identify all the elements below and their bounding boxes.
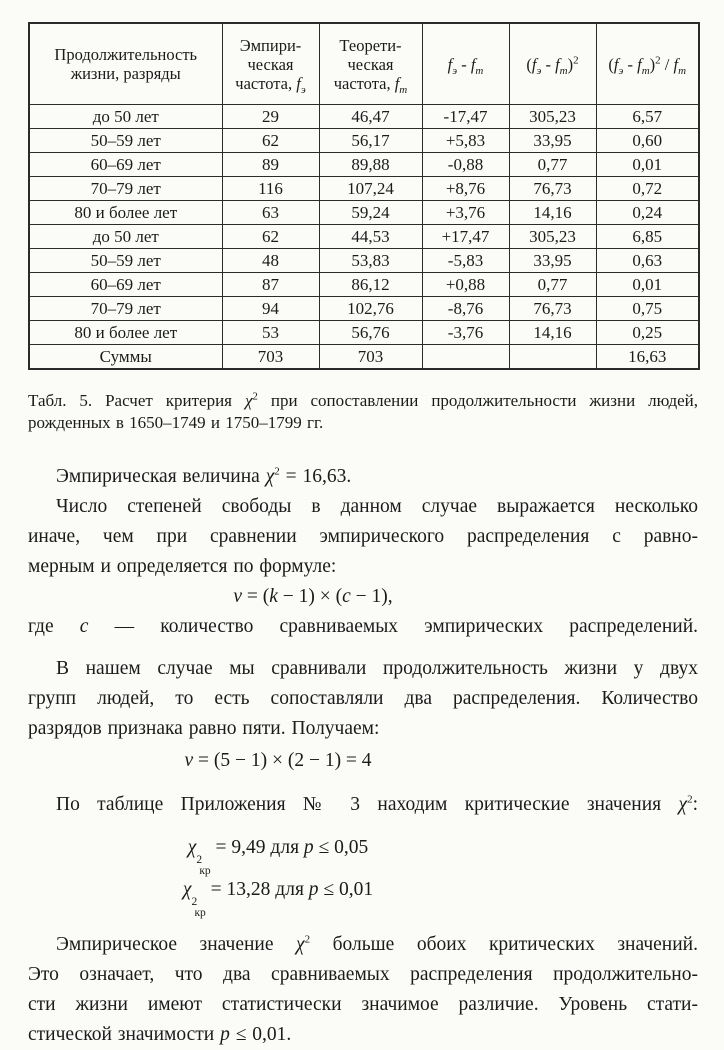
text-line: ческая — [247, 54, 294, 74]
text-line: частота, $f_т$ — [333, 73, 408, 96]
text-line: Табл. 5. Расчет критерия $\chi^2$ при сопоставлении продолжительности жизни людей, — [28, 390, 698, 410]
table-cell: 0,24 — [596, 201, 699, 225]
table-cell: 0,25 — [596, 321, 699, 345]
text-line: Это означает, что два сравниваемых распределения продолжительно- — [28, 964, 698, 985]
table-cell: 0,01 — [596, 153, 699, 177]
table-cell: 0,63 — [596, 249, 699, 273]
table-caption — [28, 390, 698, 434]
table-cell: 63 — [222, 201, 319, 225]
table-cell: 102,76 — [319, 297, 422, 321]
text-line: рожденных в 1650–1749 и 1750–1799 гг. — [28, 413, 324, 432]
table-cell: 44,53 — [319, 225, 422, 249]
table-cell: 70–79 лет — [29, 177, 222, 201]
text-line: ческая — [347, 54, 394, 74]
table-cell: 305,23 — [509, 225, 596, 249]
body-text — [28, 462, 698, 1050]
table-cell: 16,63 — [596, 345, 699, 370]
table-cell: +3,76 — [422, 201, 509, 225]
table-cell: Суммы — [29, 345, 222, 370]
table-cell: 0,75 — [596, 297, 699, 321]
text-line: где c — количество сравниваемых эмпирических распределений. — [28, 616, 699, 637]
critical-value-005: χ 2 кр = 9,49 для p ≤ 0,05 — [187, 837, 369, 877]
text-line: Продолжительность — [54, 45, 198, 64]
table-cell: 62 — [222, 225, 319, 249]
table-row — [29, 201, 699, 225]
table-cell: 86,12 — [319, 273, 422, 297]
header-cell-lifespan — [29, 23, 222, 105]
text-line: групп людей, то есть сопоставляли два распределения. Количество — [28, 688, 698, 709]
paragraph-empirical-value — [28, 462, 698, 492]
table-cell: 0,77 — [509, 153, 596, 177]
table-cell: 703 — [222, 345, 319, 370]
paragraph-conclusion — [28, 930, 698, 1050]
table-cell: -3,76 — [422, 321, 509, 345]
table-cell: 305,23 — [509, 105, 596, 129]
table-cell: 70–79 лет — [29, 297, 222, 321]
text-line: разрядов признака равно пяти. Получаем: — [28, 718, 380, 739]
table-cell: +0,88 — [422, 273, 509, 297]
table-cell: -8,76 — [422, 297, 509, 321]
table-cell — [422, 345, 509, 370]
text-line: сти жизни имеют статистически значимое различие. Уровень стати- — [28, 994, 698, 1015]
table-cell: -0,88 — [422, 153, 509, 177]
header-cell-difference: $f_э - f_т$ — [422, 23, 509, 105]
header-cell-difference-squared: $(f_э - f_т)^2$ — [509, 23, 596, 105]
table-cell: 80 и более лет — [29, 201, 222, 225]
text-line: иначе, чем при сравнении эмпирического распределения с равно- — [28, 526, 698, 547]
table-row — [29, 225, 699, 249]
table-cell: 29 — [222, 105, 319, 129]
table-cell: 89,88 — [319, 153, 422, 177]
table-cell: 56,76 — [319, 321, 422, 345]
paragraph-degrees-of-freedom — [28, 492, 698, 582]
table-cell: 0,01 — [596, 273, 699, 297]
table-cell: 6,85 — [596, 225, 699, 249]
table-cell: -17,47 — [422, 105, 509, 129]
table-body — [29, 105, 699, 370]
table-row — [29, 297, 699, 321]
table-cell: 33,95 — [509, 249, 596, 273]
formula-nu-value: ν = (5 − 1) × (2 − 1) = 4 — [184, 750, 372, 771]
table-cell: 89 — [222, 153, 319, 177]
table-cell: 48 — [222, 249, 319, 273]
text-line: Эмпири- — [239, 35, 302, 55]
table-cell: 60–69 лет — [29, 273, 222, 297]
critical-value-001: χ 2 кр = 13,28 для p ≤ 0,01 — [182, 879, 374, 919]
table-cell: -5,83 — [422, 249, 509, 273]
text-line: Число степеней свободы в данном случае выражается несколько — [56, 496, 698, 517]
table-row — [29, 129, 699, 153]
table-cell: 0,72 — [596, 177, 699, 201]
text-line: Теорети- — [339, 35, 402, 55]
critical-values-block — [28, 834, 528, 918]
header-cell-theoretical-frequency — [319, 23, 422, 105]
table-cell: 50–59 лет — [29, 249, 222, 273]
table-cell: 94 — [222, 297, 319, 321]
table-cell: 14,16 — [509, 321, 596, 345]
table-cell: +5,83 — [422, 129, 509, 153]
text-line: частота, $f_э$ — [235, 73, 306, 96]
table-cell: 50–59 лет — [29, 129, 222, 153]
table-row — [29, 249, 699, 273]
table-header-row — [29, 23, 699, 105]
table-cell: 80 и более лет — [29, 321, 222, 345]
text-line: В нашем случае мы сравнивали продолжительность жизни у двух — [56, 658, 698, 679]
text-line: По таблице Приложения № 3 находим критические значения $\chi^2$: — [56, 793, 698, 815]
table-cell: 87 — [222, 273, 319, 297]
formula-nu-general: ν = (k − 1) × (c − 1), — [233, 586, 393, 607]
table-row — [29, 273, 699, 297]
table-row — [29, 153, 699, 177]
text-line: стической значимости p ≤ 0,01. — [28, 1024, 292, 1045]
table-cell: 33,95 — [509, 129, 596, 153]
table-cell: +8,76 — [422, 177, 509, 201]
table-cell: 6,57 — [596, 105, 699, 129]
table-row — [29, 177, 699, 201]
table-cell: 14,16 — [509, 201, 596, 225]
where-clause — [28, 612, 698, 642]
header-cell-empirical-frequency — [222, 23, 319, 105]
text-line: мерным и определяется по формуле: — [28, 556, 337, 577]
chi-square-table — [28, 22, 700, 370]
table-cell: +17,47 — [422, 225, 509, 249]
table-cell: 60–69 лет — [29, 153, 222, 177]
table-cell: 76,73 — [509, 177, 596, 201]
text-line: Эмпирическое значение $\chi^2$ больше обоих критических значений. — [56, 933, 698, 955]
table-row — [29, 105, 699, 129]
table-cell: 76,73 — [509, 297, 596, 321]
table-cell: 0,60 — [596, 129, 699, 153]
table-cell: 56,17 — [319, 129, 422, 153]
table-cell: 62 — [222, 129, 319, 153]
table-row — [29, 345, 699, 370]
text-line: Эмпирическая величина $\chi^2 = 16,63$. — [56, 465, 352, 487]
table-cell: 59,24 — [319, 201, 422, 225]
header-cell-normalized-difference: $(f_э - f_т)^2 / f_т$ — [596, 23, 699, 105]
table-cell: до 50 лет — [29, 225, 222, 249]
text-line: жизни, разряды — [70, 64, 181, 83]
paragraph-comparison — [28, 654, 698, 744]
table-row — [29, 321, 699, 345]
table-cell — [509, 345, 596, 370]
table-cell: 703 — [319, 345, 422, 370]
table-cell: до 50 лет — [29, 105, 222, 129]
table-cell: 116 — [222, 177, 319, 201]
table-cell: 107,24 — [319, 177, 422, 201]
table-cell: 53,83 — [319, 249, 422, 273]
table-cell: 53 — [222, 321, 319, 345]
paragraph-critical-values-intro — [28, 790, 698, 820]
table-cell: 0,77 — [509, 273, 596, 297]
table-cell: 46,47 — [319, 105, 422, 129]
